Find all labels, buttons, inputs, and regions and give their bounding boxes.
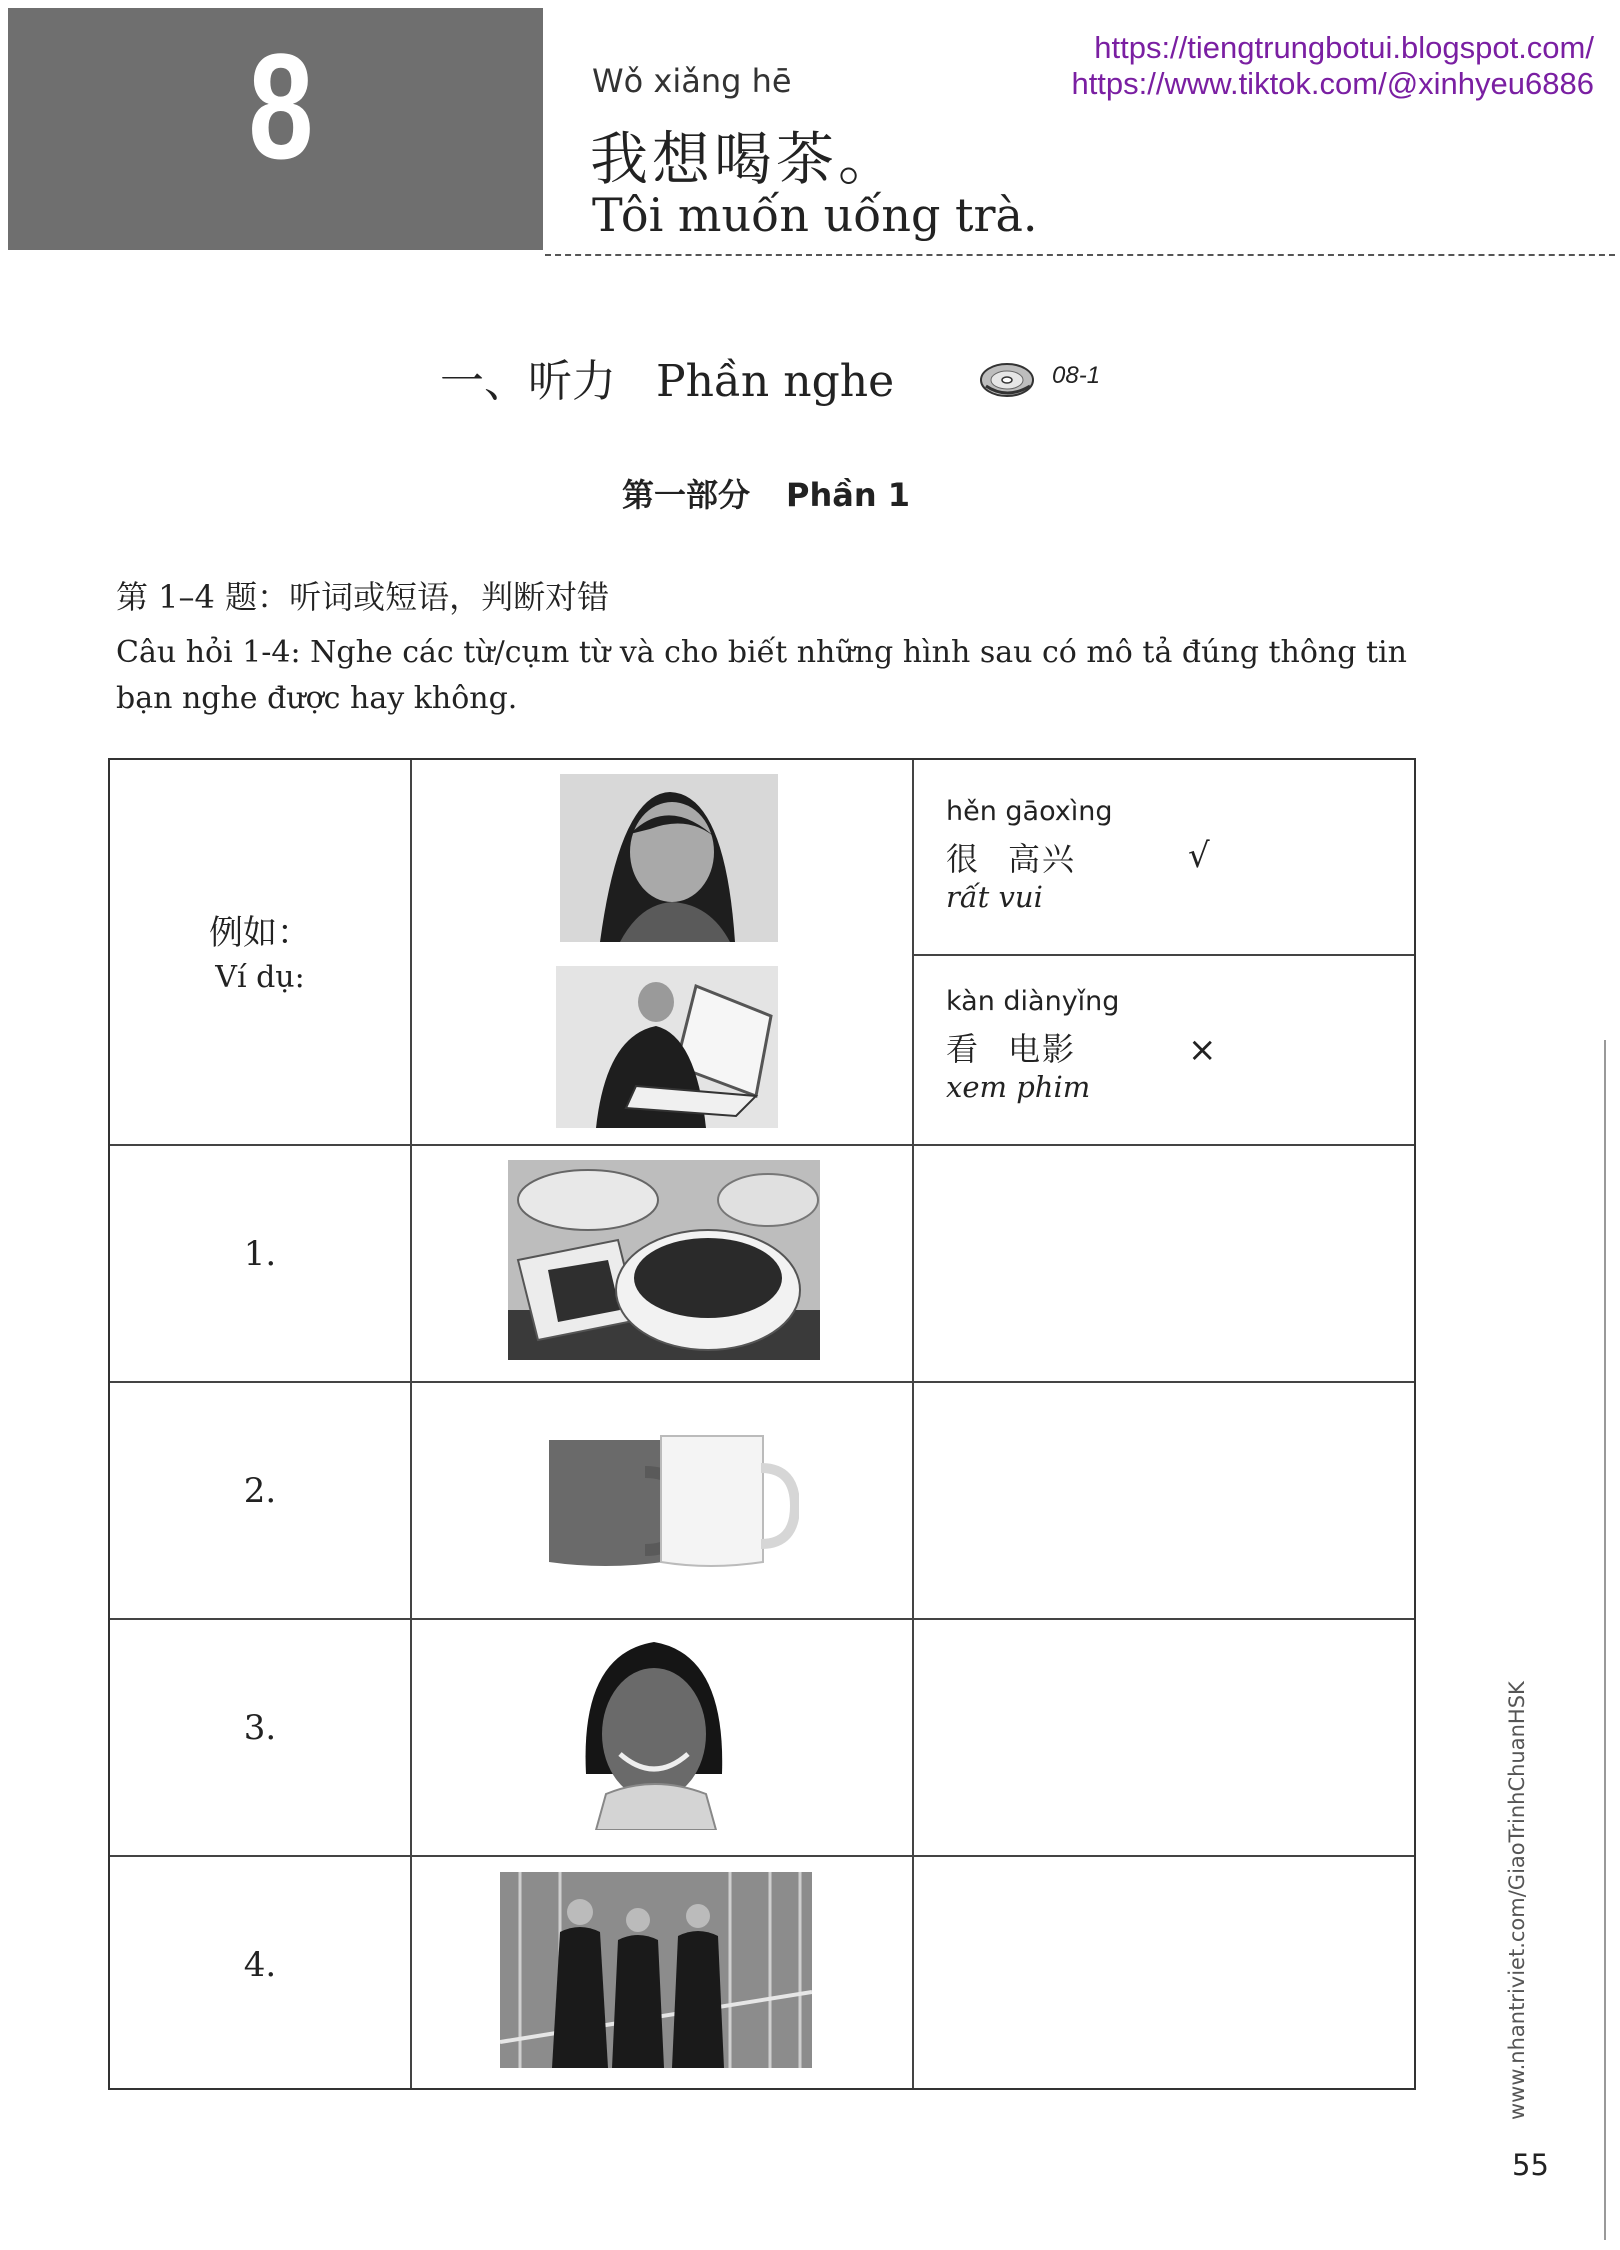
section-heading (440, 345, 894, 409)
example-1-hanzi (946, 834, 1076, 880)
question-4-photo-businessmen-walking (500, 1872, 812, 2068)
lesson-pinyin-title: Wǒ xiǎng hē (592, 62, 792, 100)
example-photo-happy-girl (560, 774, 778, 942)
section-heading-cn: 一、听力 (440, 356, 616, 407)
lesson-number: 8 (248, 22, 314, 190)
table-row-divider (110, 1144, 1414, 1146)
watermark-tiktok-url[interactable]: https://www.tiktok.com/@xinhyeu6886 (1071, 66, 1594, 101)
table-column-divider (912, 760, 914, 2088)
lesson-vietnamese-title: Tôi muốn uống trà. (592, 188, 1038, 242)
question-1-label: 1. (243, 1234, 277, 1274)
question-3-label: 3. (243, 1708, 277, 1748)
table-row-divider (110, 1618, 1414, 1620)
question-1-photo-tea-cup (508, 1160, 820, 1360)
side-publisher-url: www.nhantriviet.com/GiaoTrinhChuanHSK (1505, 1681, 1529, 2120)
example-row-divider (912, 954, 1414, 956)
question-4-label: 4. (243, 1945, 277, 1985)
part-heading (622, 470, 910, 516)
example-2-cross-mark: × (1188, 1030, 1217, 1070)
page-edge-line (1604, 1040, 1606, 2240)
instruction-vietnamese: Câu hỏi 1-4: Nghe các từ/cụm từ và cho biết những hình sau có mô tả đúng thông tin bạn nghe được hay không. (116, 635, 1407, 716)
table-column-divider (410, 760, 412, 2088)
audio-cd-icon[interactable] (978, 356, 1036, 400)
page-number: 55 (1512, 2148, 1549, 2182)
exercise-table (108, 758, 1416, 2090)
example-label-vi: Ví dụ: (215, 960, 305, 995)
watermark-blog-url[interactable]: https://tiengtrungbotui.blogspot.com/ (1094, 30, 1594, 65)
example-1-hanzi-a: 很 (946, 840, 981, 878)
example-2-hanzi (946, 1024, 1076, 1070)
table-row-divider (110, 1855, 1414, 1857)
example-label (110, 905, 410, 995)
lesson-chinese-title: 我想喝茶。 (590, 125, 901, 193)
example-1-hanzi-b: 高兴 (1008, 840, 1077, 878)
audio-track-label: 08-1 (1052, 362, 1101, 389)
question-2-label: 2. (243, 1471, 277, 1511)
part-heading-vi: Phần 1 (786, 476, 911, 514)
example-1-check-mark: √ (1188, 836, 1210, 876)
question-2-photo-mugs (545, 1432, 799, 1570)
example-1-vietnamese: rất vui (946, 880, 1043, 914)
instruction-chinese: 第 1–4 题：听词或短语，判断对错 (116, 578, 610, 616)
example-1-pinyin: hěn gāoxìng (946, 796, 1113, 827)
example-2-hanzi-a: 看 (946, 1030, 981, 1068)
example-label-cn: 例如： (209, 913, 311, 953)
part-heading-cn: 第一部分 (622, 476, 751, 514)
example-2-pinyin: kàn diànyǐng (946, 986, 1120, 1017)
header-divider (545, 254, 1615, 256)
example-2-hanzi-b: 电影 (1008, 1030, 1077, 1068)
section-heading-vi: Phần nghe (656, 356, 895, 407)
example-2-vietnamese: xem phim (946, 1070, 1091, 1104)
table-row-divider (110, 1381, 1414, 1383)
example-photo-man-desk (556, 966, 778, 1128)
question-3-photo-woman-eating (576, 1634, 730, 1830)
